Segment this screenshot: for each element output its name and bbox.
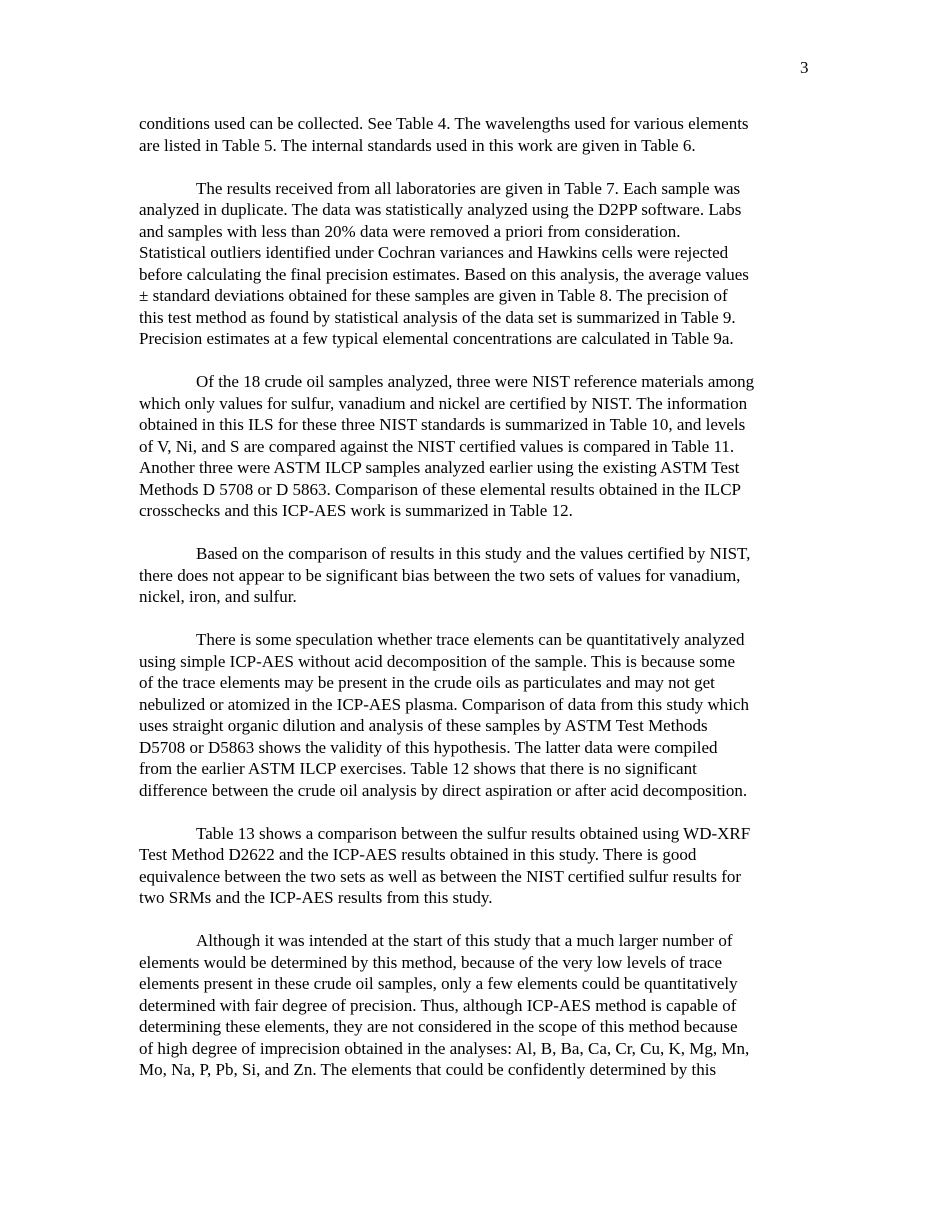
text-line: Precision estimates at a few typical elemental concentrations are calculated in Table 9a. xyxy=(139,329,734,348)
text-line: There is some speculation whether trace elements can be quantitatively analyzed xyxy=(196,630,745,649)
text-line: two SRMs and the ICP-AES results from this study. xyxy=(139,888,493,907)
text-line: determining these elements, they are not considered in the scope of this method because xyxy=(139,1017,738,1036)
body-text xyxy=(139,113,819,1102)
text-line: Mo, Na, P, Pb, Si, and Zn. The elements that could be confidently determined by this xyxy=(139,1060,717,1079)
text-line: elements would be determined by this method, because of the very low levels of trace xyxy=(139,952,723,972)
text-line: conditions used can be collected. See Table 4. The wavelengths used for various elements xyxy=(139,114,749,133)
text-line: there does not appear to be significant bias between the two sets of values for vanadium, xyxy=(139,565,741,585)
text-line: Another three were ASTM ILCP samples analyzed earlier using the existing ASTM Test xyxy=(139,458,740,477)
text-line: of V, Ni, and S are compared against the NIST certified values is compared in Table 11. xyxy=(139,436,735,456)
text-line: of high degree of imprecision obtained in the analyses: Al, B, Ba, Ca, Cr, Cu, K, Mg, Mn, xyxy=(139,1038,750,1058)
page-number: 3 xyxy=(800,58,809,77)
paragraph-5 xyxy=(139,629,819,801)
paragraph-1 xyxy=(139,113,819,156)
text-line: nebulized or atomized in the ICP-AES plasma. Comparison of data from this study which xyxy=(139,694,749,714)
text-line: crosschecks and this ICP-AES work is summarized in Table 12. xyxy=(139,501,573,520)
text-line: determined with fair degree of precision. Thus, although ICP-AES method is capable of xyxy=(139,995,737,1015)
text-line: analyzed in duplicate. The data was statistically analyzed using the D2PP software. Labs xyxy=(139,200,742,219)
text-line: obtained in this ILS for these three NIST standards is summarized in Table 10, and levels xyxy=(139,415,746,434)
text-line: Although it was intended at the start of this study that a much larger number of xyxy=(196,931,733,950)
paragraph-7 xyxy=(139,930,819,1081)
text-line: elements present in these crude oil samples, only a few elements could be quantitatively xyxy=(139,974,738,993)
text-line: of the trace elements may be present in the crude oils as particulates and may not get xyxy=(139,673,715,692)
text-line: uses straight organic dilution and analysis of these samples by ASTM Test Methods xyxy=(139,716,708,735)
text-line: Methods D 5708 or D 5863. Comparison of these elemental results obtained in the ILCP xyxy=(139,479,741,499)
text-line: Table 13 shows a comparison between the sulfur results obtained using WD-XRF xyxy=(196,823,751,843)
text-line: Based on the comparison of results in this study and the values certified by NIST, xyxy=(196,544,751,563)
text-line: D5708 or D5863 shows the validity of this hypothesis. The latter data were compiled xyxy=(139,737,718,757)
text-line: nickel, iron, and sulfur. xyxy=(139,587,297,606)
text-line: which only values for sulfur, vanadium and nickel are certified by NIST. The information xyxy=(139,393,748,413)
text-line: from the earlier ASTM ILCP exercises. Table 12 shows that there is no significant xyxy=(139,759,697,778)
text-line: Of the 18 crude oil samples analyzed, three were NIST reference materials among xyxy=(196,372,755,391)
text-line: and samples with less than 20% data were removed a priori from consideration. xyxy=(139,221,681,241)
text-line: Statistical outliers identified under Cochran variances and Hawkins cells were rejected xyxy=(139,243,729,262)
paragraph-3 xyxy=(139,371,819,522)
text-line: Test Method D2622 and the ICP-AES results obtained in this study. There is good xyxy=(139,845,697,864)
paragraph-4 xyxy=(139,543,819,608)
paragraph-2 xyxy=(139,178,819,350)
text-line: The results received from all laboratories are given in Table 7. Each sample was xyxy=(196,178,741,198)
text-line: using simple ICP-AES without acid decomposition of the sample. This is because some xyxy=(139,651,736,671)
paragraph-6 xyxy=(139,823,819,909)
text-line: this test method as found by statistical analysis of the data set is summarized in Table 9. xyxy=(139,307,736,327)
text-line: before calculating the final precision estimates. Based on this analysis, the average values xyxy=(139,264,749,284)
text-line: ± standard deviations obtained for these samples are given in Table 8. The precision of xyxy=(139,286,728,305)
text-line: equivalence between the two sets as well as between the NIST certified sulfur results for xyxy=(139,866,742,886)
text-line: difference between the crude oil analysis by direct aspiration or after acid decomposition. xyxy=(139,780,748,800)
text-line: are listed in Table 5. The internal standards used in this work are given in Table 6. xyxy=(139,135,696,155)
